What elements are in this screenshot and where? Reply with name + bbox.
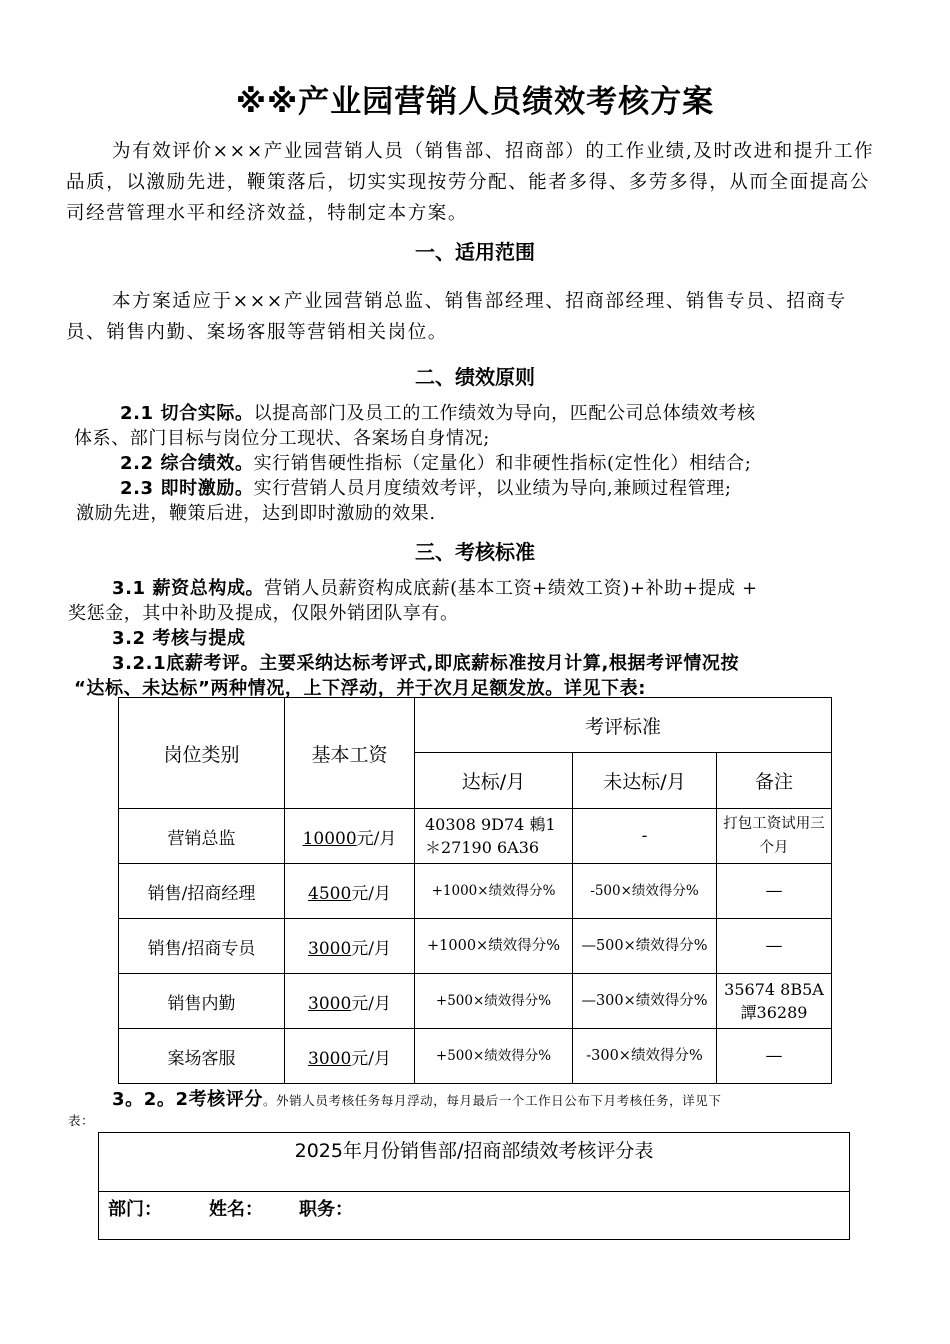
row-position: 销售/招商专员 bbox=[119, 919, 285, 974]
standard-3-1-text: 营销人员薪资构成底薪(基本工资+绩效工资)+补助+提成 + bbox=[264, 578, 758, 599]
row-position: 销售内勤 bbox=[119, 974, 285, 1029]
standard-3-2-2 bbox=[112, 1085, 722, 1111]
dept-label: 部门： bbox=[108, 1199, 162, 1220]
row-salary: 4500元/月 bbox=[285, 864, 415, 919]
row-note: — bbox=[717, 864, 832, 919]
score-form-divider bbox=[99, 1191, 849, 1192]
row-salary: 3000元/月 bbox=[285, 919, 415, 974]
section-1-text: 本方案适应于×××产业园营销总监、销售部经理、招商部经理、销售专员、招商专员、销售内勤、案场客服等营销相关岗位。 bbox=[66, 291, 847, 343]
standard-3-2: 3.2 考核与提成 bbox=[112, 628, 246, 649]
row-position: 销售/招商经理 bbox=[119, 864, 285, 919]
score-form-title: 2025年月份销售部/招商部绩效考核评分表 bbox=[294, 1140, 654, 1162]
row-salary: 10000元/月 bbox=[285, 809, 415, 864]
header-standard: 考评标准 bbox=[415, 698, 832, 753]
row-salary: 3000元/月 bbox=[285, 974, 415, 1029]
intro-paragraph: 为有效评价×××产业园营销人员（销售部、招商部）的工作业绩,及时改进和提升工作品质，以激励先进，鞭策落后，切实实现按劳分配、能者多得、多劳多得，从而全面提高公司经营管理水平和经济效益，特制定本方案。 bbox=[66, 141, 875, 224]
standard-3-2-2-text: 。外销人员考核任务每月浮动，每月最后一个工作日公布下月考核任务，详见下 bbox=[262, 1093, 722, 1108]
row-note: — bbox=[717, 919, 832, 974]
row-reach: 40308 9D74 鵣1＊27190 6A36 bbox=[415, 809, 573, 864]
principle-2-3-label: 2.3 即时激励。 bbox=[120, 478, 254, 499]
header-note: 备注 bbox=[717, 753, 832, 809]
row-note: 打包工资试用三个月 bbox=[717, 809, 832, 864]
row-miss: -300×绩效得分% bbox=[573, 1029, 717, 1084]
row-miss: —300×绩效得分% bbox=[573, 974, 717, 1029]
principle-2-3-text: 实行营销人员月度绩效考评，以业绩为导向,兼顾过程管理; bbox=[253, 478, 732, 499]
principle-2-2-label: 2.2 综合绩效。 bbox=[120, 453, 254, 474]
header-salary: 基本工资 bbox=[285, 698, 415, 809]
document-title: ※※产业园营销人员绩效考核方案 bbox=[235, 84, 715, 120]
header-miss: 未达标/月 bbox=[573, 753, 717, 809]
principle-2-1-text: 以提高部门及员工的工作绩效为导向，匹配公司总体绩效考核 bbox=[253, 403, 756, 424]
standard-3-1-label: 3.1 薪资总构成。 bbox=[112, 578, 265, 599]
job-label: 职务： bbox=[299, 1199, 353, 1220]
principle-2-2 bbox=[120, 449, 751, 475]
standard-3-2-1: 3.2.1底薪考评。主要采纳达标考评式,即底薪标准按月计算,根据考评情况按 bbox=[112, 653, 740, 674]
score-form-box bbox=[98, 1132, 850, 1240]
standard-3-2-1-cont: “达标、未达标”两种情况，上下浮动，并于次月足额发放。详见下表: bbox=[74, 678, 647, 699]
table-row bbox=[119, 864, 832, 919]
row-miss: -500×绩效得分% bbox=[573, 864, 717, 919]
row-reach: +500×绩效得分% bbox=[415, 1029, 573, 1084]
row-note: 35674 8B5A 譚36289 bbox=[717, 974, 832, 1029]
section-1-heading: 一、适用范围 bbox=[415, 240, 535, 264]
header-position: 岗位类别 bbox=[119, 698, 285, 809]
row-reach: +500×绩效得分% bbox=[415, 974, 573, 1029]
standard-3-2-2-label: 3。2。2考核评分 bbox=[112, 1089, 263, 1110]
table-row bbox=[119, 809, 832, 864]
principle-2-3 bbox=[120, 474, 732, 500]
principle-2-1-cont: 体系、部门目标与岗位分工现状、各案场自身情况; bbox=[74, 428, 490, 449]
principle-2-1-label: 2.1 切合实际。 bbox=[120, 403, 254, 424]
standard-3-2-2-cont: 表： bbox=[68, 1113, 95, 1128]
row-position: 营销总监 bbox=[119, 809, 285, 864]
row-reach: +1000×绩效得分% bbox=[415, 919, 573, 974]
row-position: 案场客服 bbox=[119, 1029, 285, 1084]
section-2-heading: 二、绩效原则 bbox=[415, 365, 535, 389]
table-row bbox=[119, 1029, 832, 1084]
row-note: — bbox=[717, 1029, 832, 1084]
row-salary: 3000元/月 bbox=[285, 1029, 415, 1084]
principle-2-1 bbox=[120, 399, 756, 425]
name-label: 姓名： bbox=[209, 1199, 263, 1220]
row-miss: - bbox=[573, 809, 717, 864]
section-3-heading: 三、考核标准 bbox=[415, 540, 535, 564]
header-reach: 达标/月 bbox=[415, 753, 573, 809]
standard-3-1-cont: 奖惩金，其中补助及提成，仅限外销团队享有。 bbox=[68, 603, 459, 624]
row-reach: +1000×绩效得分% bbox=[415, 864, 573, 919]
table-row bbox=[119, 974, 832, 1029]
row-miss: —500×绩效得分% bbox=[573, 919, 717, 974]
principle-2-2-text: 实行销售硬性指标（定量化）和非硬性指标(定性化）相结合; bbox=[253, 453, 752, 474]
principle-2-3-cont: 激励先进，鞭策后进，达到即时激励的效果. bbox=[76, 503, 436, 524]
salary-standard-table bbox=[118, 697, 832, 1084]
table-row bbox=[119, 919, 832, 974]
standard-3-1 bbox=[112, 574, 758, 600]
